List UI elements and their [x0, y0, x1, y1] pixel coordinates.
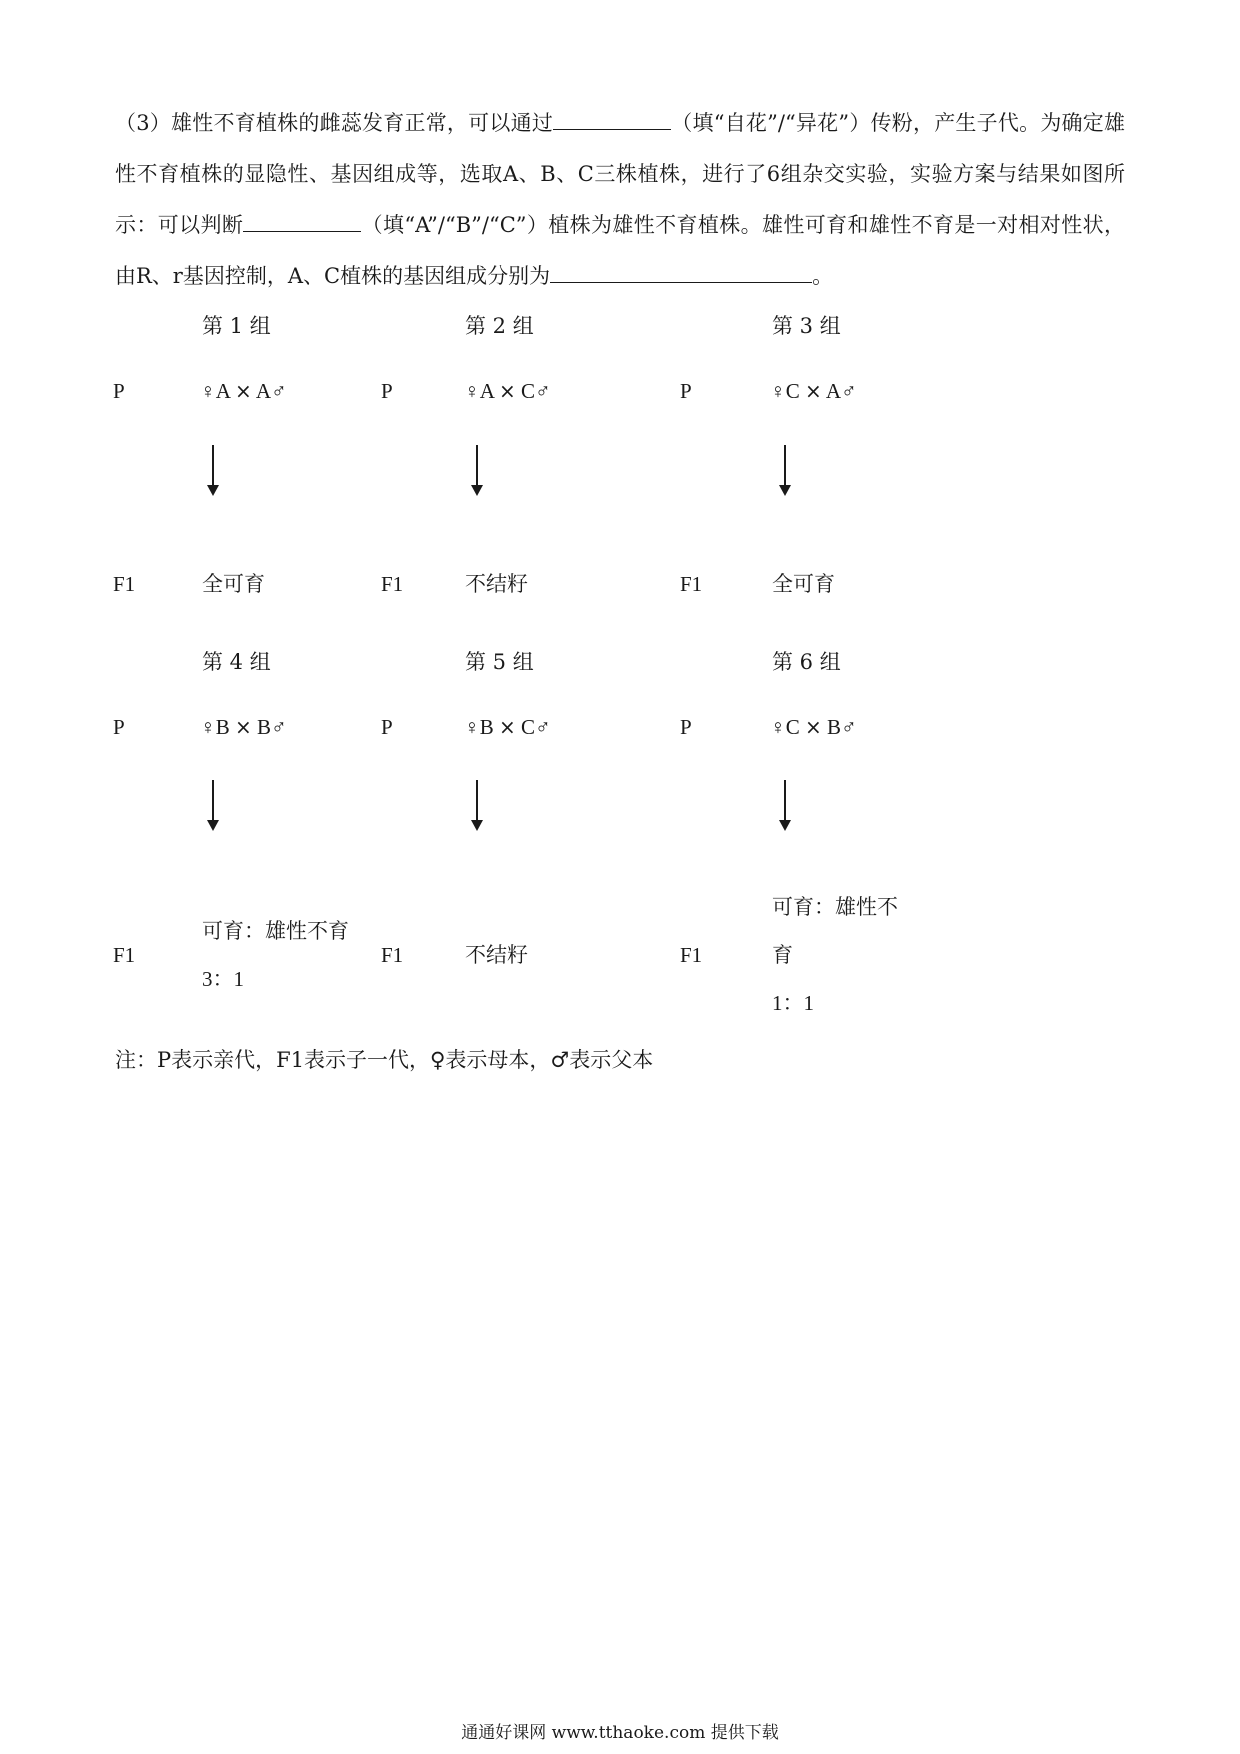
down-arrow-icon: [206, 780, 220, 832]
p-label-group-2: P: [381, 379, 393, 403]
p-label-group-3: P: [680, 379, 692, 403]
f1-label-group-4: F1: [113, 943, 136, 967]
group-1-title: 第 1 组: [202, 314, 271, 338]
group-6-cross: [770, 714, 857, 740]
group-2-cross: [464, 378, 551, 404]
f1-label-group-6: F1: [680, 943, 703, 967]
group-6-female: ♀C: [770, 715, 800, 739]
group-4-f1-result: 可育：雄性不育: [202, 919, 349, 943]
group-3-cross: [770, 378, 857, 404]
page-footer: 通通好课网 www.tthaoke.com 提供下载: [461, 1723, 779, 1743]
f1-label-group-1: F1: [113, 572, 136, 596]
group-1-cross: [200, 378, 287, 404]
question-text-3: （填“A”/“B”/“C”）植株为雄性不育植株。雄性可育和雄性不育是一对相对性状，由R、r基因控制，A、C植株的基因组成分别为: [115, 213, 1125, 288]
question-text-1: （3）雄性不育植株的雌蕊发育正常，可以通过: [115, 111, 554, 135]
cross-symbol: ×: [805, 715, 822, 739]
cross-symbol: ×: [235, 715, 252, 739]
group-1-male: A♂: [255, 379, 287, 403]
group-6-f1-result-line-2: 育: [772, 943, 793, 967]
down-arrow-icon: [778, 445, 792, 497]
down-arrow-icon: [470, 445, 484, 497]
p-label-group-4: P: [113, 715, 125, 739]
group-3-male: A♂: [825, 379, 857, 403]
answer-blank-2[interactable]: [243, 205, 361, 232]
f1-label-group-5: F1: [381, 943, 404, 967]
answer-blank-1[interactable]: [553, 103, 671, 130]
group-2-male: C♂: [521, 379, 551, 403]
group-2-title: 第 2 组: [465, 314, 534, 338]
group-6-male: B♂: [827, 715, 857, 739]
group-3-title: 第 3 组: [772, 314, 841, 338]
cross-symbol: ×: [499, 715, 516, 739]
group-4-male: B♂: [257, 715, 287, 739]
group-2-f1-result: 不结籽: [465, 572, 528, 596]
f1-label-group-3: F1: [680, 572, 703, 596]
group-4-cross: [200, 714, 287, 740]
group-3-f1-result: 全可育: [772, 572, 835, 596]
group-4-title: 第 4 组: [202, 650, 271, 674]
legend-note: 注：P表示亲代，F1表示子一代，♀表示母本，♂表示父本: [115, 1048, 654, 1072]
group-5-title: 第 5 组: [465, 650, 534, 674]
down-arrow-icon: [778, 780, 792, 832]
f1-label-group-2: F1: [381, 572, 404, 596]
cross-symbol: ×: [805, 379, 822, 403]
cross-symbol: ×: [235, 379, 252, 403]
group-4-female: ♀B: [200, 715, 230, 739]
p-label-group-5: P: [381, 715, 393, 739]
group-1-f1-result: 全可育: [202, 572, 265, 596]
group-3-female: ♀C: [770, 379, 800, 403]
down-arrow-icon: [206, 445, 220, 497]
question-paragraph: [115, 98, 1125, 302]
group-6-f1-result-line-1: 可育：雄性不: [772, 895, 898, 919]
p-label-group-1: P: [113, 379, 125, 403]
group-6-f1-ratio: 1：1: [772, 991, 814, 1015]
p-label-group-6: P: [680, 715, 692, 739]
down-arrow-icon: [470, 780, 484, 832]
group-5-male: C♂: [521, 715, 551, 739]
group-2-female: ♀A: [464, 379, 494, 403]
group-1-female: ♀A: [200, 379, 230, 403]
cross-symbol: ×: [499, 379, 516, 403]
group-5-cross: [464, 714, 551, 740]
group-6-title: 第 6 组: [772, 650, 841, 674]
group-5-female: ♀B: [464, 715, 494, 739]
group-5-f1-result: 不结籽: [465, 943, 528, 967]
question-text-2: （填“自花”/“异花”）传粉，产生子代。为确定雄性不育植株的显隐性、基因组成等，选取A、B、C三株植株，进行了6组杂交实验，实验方案与结果如图所示：可以判断: [115, 111, 1125, 237]
group-4-f1-ratio: 3：1: [202, 967, 244, 991]
answer-blank-3[interactable]: [550, 256, 812, 283]
question-text-4: 。: [812, 264, 834, 288]
